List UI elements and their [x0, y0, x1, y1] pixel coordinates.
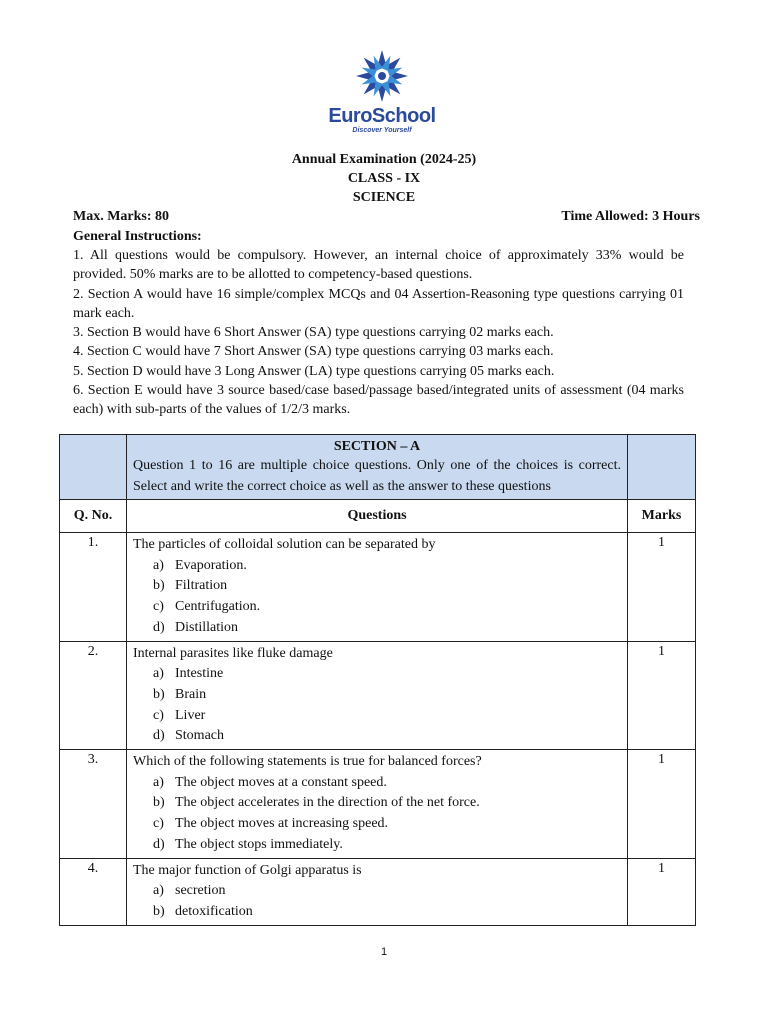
option-text: The object stops immediately. [175, 836, 343, 852]
option-letter: b) [153, 578, 165, 594]
option-text: Evaporation. [175, 557, 247, 573]
option-item [153, 835, 621, 856]
instruction-item: 6. Section E would have 3 source based/case based/passage based/integrated units of assessment (04 marks each) with sub-parts of the values of 1/2/3 marks. [73, 383, 684, 418]
option-text: Liver [175, 707, 206, 723]
option-text: Centrifugation. [175, 599, 261, 615]
logo-brand: EuroSchool [328, 105, 436, 127]
option-letter: a) [153, 557, 164, 573]
star-flower-icon [352, 48, 412, 104]
option-item [153, 597, 621, 618]
question-cell [127, 533, 628, 642]
question-marks: 1 [628, 750, 696, 859]
options-list [133, 881, 621, 922]
max-marks: Max. Marks: 80 [73, 209, 170, 224]
option-letter: c) [153, 599, 164, 615]
section-header-cell [127, 435, 628, 500]
exam-titles [0, 150, 768, 207]
option-letter: d) [153, 728, 165, 744]
question-text: The major function of Golgi apparatus is [133, 862, 362, 878]
option-text: detoxification [175, 903, 253, 919]
option-text: Filtration [175, 578, 228, 594]
question-cell [127, 858, 628, 925]
question-number: 1. [60, 533, 127, 642]
option-item [153, 881, 621, 902]
question-number: 4. [60, 858, 127, 925]
exam-meta [73, 207, 700, 226]
page-number: 1 [380, 946, 388, 958]
option-text: Distillation [175, 619, 238, 635]
instruction-item: 2. Section A would have 16 simple/complex MCQs and 04 Assertion-Reasoning type questions carrying 01 mark each. [73, 286, 684, 321]
option-letter: a) [153, 883, 164, 899]
option-item [153, 576, 621, 597]
instruction-item: 4. Section C would have 7 Short Answer (SA) type questions carrying 03 marks each. [73, 344, 554, 360]
option-item [153, 556, 621, 577]
option-item [153, 773, 621, 794]
option-letter: b) [153, 686, 165, 702]
option-item [153, 664, 621, 685]
option-text: Stomach [175, 728, 224, 744]
option-letter: d) [153, 836, 165, 852]
question-text: The particles of colloidal solution can be separated by [133, 537, 436, 552]
class-title: CLASS - IX [347, 171, 421, 186]
option-item [153, 793, 621, 814]
question-marks: 1 [628, 641, 696, 750]
option-letter: c) [153, 816, 164, 832]
options-list [133, 556, 621, 639]
option-letter: b) [153, 903, 165, 919]
instruction-item: 1. All questions would be compulsory. However, an internal choice of approximately 33% would be provided. 50% marks are to be allotted to competency-based questions. [73, 248, 684, 283]
question-text: Which of the following statements is true for balanced forces? [133, 754, 482, 770]
option-item [153, 814, 621, 835]
instruction-item: 5. Section D would have 3 Long Answer (LA) type questions carrying 05 marks each. [73, 363, 555, 379]
option-letter: c) [153, 707, 164, 723]
question-cell [127, 641, 628, 750]
option-item [153, 902, 621, 923]
option-letter: a) [153, 774, 164, 790]
school-logo [322, 48, 442, 135]
section-header-blank [628, 435, 696, 500]
instructions-heading: General Instructions: [73, 229, 202, 244]
questions-table [59, 434, 696, 926]
subject-title: SCIENCE [352, 190, 416, 205]
section-title: SECTION – A [333, 439, 421, 454]
question-number: 3. [60, 750, 127, 859]
instructions-list [73, 246, 684, 420]
question-number: 2. [60, 641, 127, 750]
option-letter: d) [153, 619, 165, 635]
column-header-marks: Marks [628, 500, 696, 533]
column-header-qno: Q. No. [60, 500, 127, 533]
options-list [133, 664, 621, 747]
column-header-questions: Questions [127, 500, 628, 533]
question-cell [127, 750, 628, 859]
question-marks: 1 [628, 533, 696, 642]
time-allowed: Time Allowed: 3 Hours [561, 209, 700, 224]
exam-title: Annual Examination (2024-25) [291, 152, 477, 167]
section-header-row [60, 435, 696, 500]
option-item [153, 706, 621, 727]
question-row [60, 750, 696, 859]
option-item [153, 618, 621, 639]
option-letter: a) [153, 666, 164, 682]
logo-tagline: Discover Yourself [352, 127, 412, 134]
option-item [153, 685, 621, 706]
instruction-item: 3. Section B would have 6 Short Answer (SA) type questions carrying 02 marks each. [73, 325, 554, 341]
question-row [60, 858, 696, 925]
question-row [60, 641, 696, 750]
option-text: The object moves at increasing speed. [175, 816, 389, 832]
option-text: Intestine [175, 666, 224, 682]
question-text: Internal parasites like fluke damage [133, 645, 333, 661]
option-text: The object moves at a constant speed. [175, 774, 387, 790]
options-list [133, 773, 621, 856]
option-text: The object accelerates in the direction of the net force. [175, 795, 480, 811]
question-marks: 1 [628, 858, 696, 925]
section-instruction: Question 1 to 16 are multiple choice questions. Only one of the choices is correct. Select and write the correct choice as well as the answer to these questions [133, 458, 621, 494]
option-text: secretion [175, 883, 226, 899]
option-item [153, 726, 621, 747]
section-header-blank [60, 435, 127, 500]
option-text: Brain [175, 686, 207, 702]
question-row [60, 533, 696, 642]
option-letter: b) [153, 795, 165, 811]
column-header-row [60, 500, 696, 533]
